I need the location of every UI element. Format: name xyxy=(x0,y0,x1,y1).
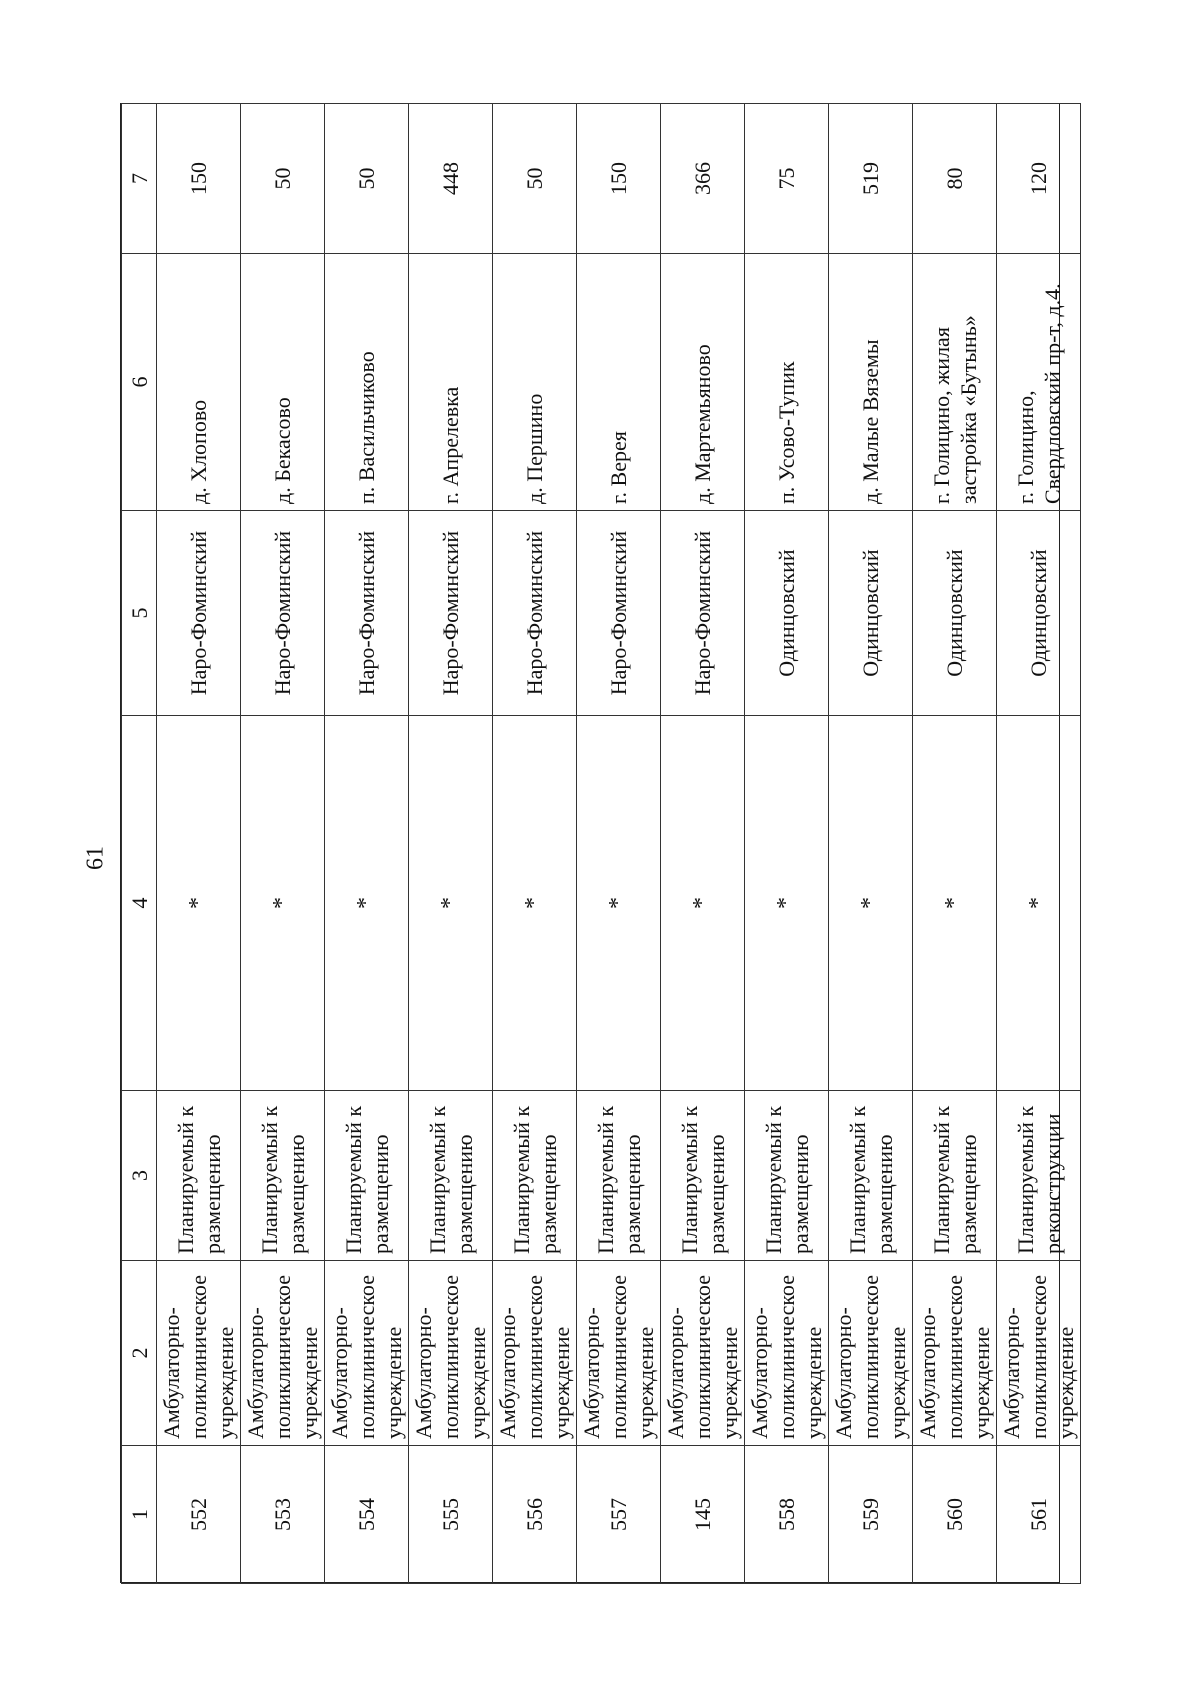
status-cell: Планируемый к размещению xyxy=(493,1091,577,1261)
facility-type-cell: Амбулаторно-поликлиническое учреждение xyxy=(997,1261,1081,1446)
district-cell: Наро-Фоминский xyxy=(409,511,493,716)
capacity-cell: 150 xyxy=(157,104,241,254)
document-table xyxy=(120,103,1078,1583)
mark-cell: * xyxy=(661,716,745,1091)
location-cell: д. Хлопово xyxy=(157,254,241,511)
mark-cell: * xyxy=(913,716,997,1091)
status-cell: Планируемый к размещению xyxy=(409,1091,493,1261)
location-cell: д. Бекасово xyxy=(241,254,325,511)
header-cell-2: 2 xyxy=(122,1261,157,1446)
location-cell: г. Голицино, Свердловский пр-т, д.4. xyxy=(997,254,1081,511)
facility-type-cell: Амбулаторно-поликлиническое учреждение xyxy=(325,1261,409,1446)
header-cell-3: 3 xyxy=(122,1091,157,1261)
district-cell: Наро-Фоминский xyxy=(325,511,409,716)
status-cell: Планируемый к размещению xyxy=(577,1091,661,1261)
capacity-cell: 366 xyxy=(661,104,745,254)
capacity-cell: 80 xyxy=(913,104,997,254)
district-cell: Одинцовский xyxy=(829,511,913,716)
table-row xyxy=(409,104,493,1584)
mark-cell: * xyxy=(325,716,409,1091)
facility-type-cell: Амбулаторно-поликлиническое учреждение xyxy=(409,1261,493,1446)
mark-cell: * xyxy=(493,716,577,1091)
facility-type-cell: Амбулаторно-поликлиническое учреждение xyxy=(157,1261,241,1446)
header-cell-5: 5 xyxy=(122,511,157,716)
header-cell-6: 6 xyxy=(122,254,157,511)
table-row xyxy=(493,104,577,1584)
status-cell: Планируемый к размещению xyxy=(157,1091,241,1261)
capacity-cell: 120 xyxy=(997,104,1081,254)
table-row xyxy=(325,104,409,1584)
table-row xyxy=(997,104,1081,1584)
district-cell: Наро-Фоминский xyxy=(241,511,325,716)
location-cell: п. Усово-Тупик xyxy=(745,254,829,511)
district-cell: Наро-Фоминский xyxy=(157,511,241,716)
mark-cell: * xyxy=(997,716,1081,1091)
header-cell-1: 1 xyxy=(122,1446,157,1584)
row-number-cell: 559 xyxy=(829,1446,913,1584)
facility-type-cell: Амбулаторно-поликлиническое учреждение xyxy=(493,1261,577,1446)
capacity-cell: 50 xyxy=(325,104,409,254)
row-number-cell: 554 xyxy=(325,1446,409,1584)
facility-type-cell: Амбулаторно-поликлиническое учреждение xyxy=(913,1261,997,1446)
district-cell: Одинцовский xyxy=(913,511,997,716)
capacity-cell: 75 xyxy=(745,104,829,254)
capacity-cell: 150 xyxy=(577,104,661,254)
location-cell: г. Апрелевка xyxy=(409,254,493,511)
facility-type-cell: Амбулаторно-поликлиническое учреждение xyxy=(241,1261,325,1446)
row-number-cell: 561 xyxy=(997,1446,1081,1584)
location-cell: г. Верея xyxy=(577,254,661,511)
table-row xyxy=(241,104,325,1584)
row-number-cell: 556 xyxy=(493,1446,577,1584)
status-cell: Планируемый к размещению xyxy=(745,1091,829,1261)
row-number-cell: 553 xyxy=(241,1446,325,1584)
facility-type-cell: Амбулаторно-поликлиническое учреждение xyxy=(577,1261,661,1446)
district-cell: Наро-Фоминский xyxy=(493,511,577,716)
location-cell: д. Першино xyxy=(493,254,577,511)
district-cell: Наро-Фоминский xyxy=(661,511,745,716)
row-number-cell: 552 xyxy=(157,1446,241,1584)
status-cell: Планируемый к реконструкции xyxy=(997,1091,1081,1261)
table-row xyxy=(577,104,661,1584)
capacity-cell: 519 xyxy=(829,104,913,254)
capacity-cell: 448 xyxy=(409,104,493,254)
row-number-cell: 145 xyxy=(661,1446,745,1584)
status-cell: Планируемый к размещению xyxy=(829,1091,913,1261)
location-cell: д. Малые Вяземы xyxy=(829,254,913,511)
mark-cell: * xyxy=(241,716,325,1091)
status-cell: Планируемый к размещению xyxy=(913,1091,997,1261)
district-cell: Одинцовский xyxy=(997,511,1081,716)
table-row xyxy=(745,104,829,1584)
location-cell: д. Мартемьяново xyxy=(661,254,745,511)
mark-cell: * xyxy=(157,716,241,1091)
district-cell: Наро-Фоминский xyxy=(577,511,661,716)
row-number-cell: 557 xyxy=(577,1446,661,1584)
facilities-table xyxy=(121,103,1081,1584)
location-cell: г. Голицино, жилая застройка «Бутынь» xyxy=(913,254,997,511)
district-cell: Одинцовский xyxy=(745,511,829,716)
facility-type-cell: Амбулаторно-поликлиническое учреждение xyxy=(745,1261,829,1446)
row-number-cell: 558 xyxy=(745,1446,829,1584)
row-number-cell: 560 xyxy=(913,1446,997,1584)
mark-cell: * xyxy=(745,716,829,1091)
status-cell: Планируемый к размещению xyxy=(661,1091,745,1261)
mark-cell: * xyxy=(409,716,493,1091)
capacity-cell: 50 xyxy=(241,104,325,254)
table-row xyxy=(661,104,745,1584)
facility-type-cell: Амбулаторно-поликлиническое учреждение xyxy=(661,1261,745,1446)
header-cell-7: 7 xyxy=(122,104,157,254)
status-cell: Планируемый к размещению xyxy=(241,1091,325,1261)
header-cell-4: 4 xyxy=(122,716,157,1091)
capacity-cell: 50 xyxy=(493,104,577,254)
row-number-cell: 555 xyxy=(409,1446,493,1584)
status-cell: Планируемый к размещению xyxy=(325,1091,409,1261)
location-cell: п. Васильчиково xyxy=(325,254,409,511)
mark-cell: * xyxy=(577,716,661,1091)
mark-cell: * xyxy=(829,716,913,1091)
table-row xyxy=(829,104,913,1584)
table-row xyxy=(913,104,997,1584)
table-row xyxy=(157,104,241,1584)
header-row xyxy=(122,104,157,1584)
facility-type-cell: Амбулаторно-поликлиническое учреждение xyxy=(829,1261,913,1446)
page-number: 61 xyxy=(82,846,109,870)
